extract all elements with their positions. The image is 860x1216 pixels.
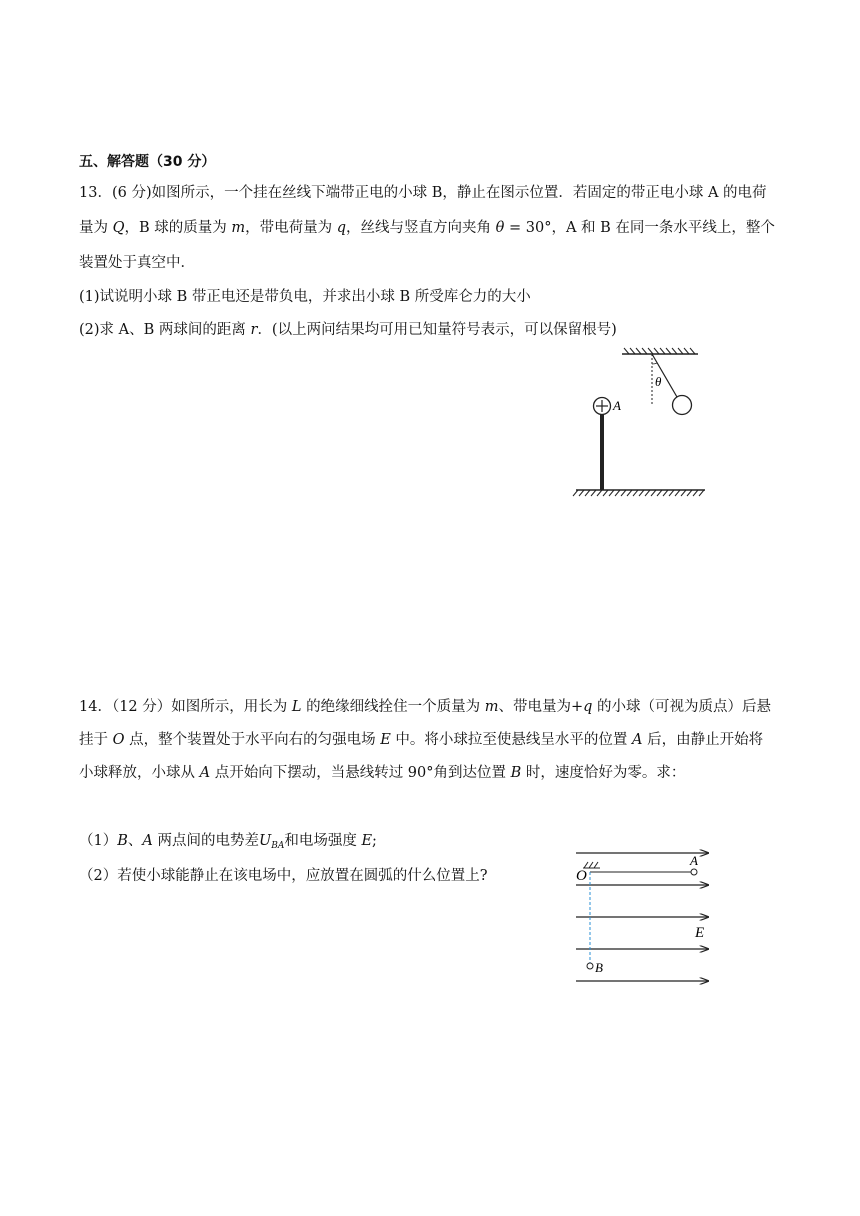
q14-text: 点，整个装置处于水平向右的匀强电场 xyxy=(124,732,381,748)
q14-text: 两点间的电势差 xyxy=(152,833,259,849)
q14-text: 点开始向下摆动，当悬线转过 90°角到达位置 xyxy=(210,765,511,781)
theta-label: θ xyxy=(655,374,662,389)
symbol-m: m xyxy=(231,220,246,236)
q13-text: (2)求 A、B 两球间的距离 xyxy=(79,322,251,338)
q14-text: 时，速度恰好为零。求： xyxy=(521,765,686,781)
q14-text: 挂于 xyxy=(79,732,113,748)
q14-text: 的绝缘细线拴住一个质量为 xyxy=(301,699,485,715)
subscript-BA: BA xyxy=(271,841,285,851)
label-A: A xyxy=(613,398,621,413)
q13-part-1: (1)试说明小球 B 带正电还是带负电，并求出小球 B 所受库仑力的大小 xyxy=(79,289,531,305)
q14-text: 和电场强度 xyxy=(284,833,362,849)
symbol-A: A xyxy=(632,732,643,748)
q13-text: ，B 球的质量为 xyxy=(124,220,232,236)
q14-text: 小球释放，小球从 xyxy=(79,765,200,781)
section-heading: 五、解答题（30 分） xyxy=(79,154,216,170)
q13-text: ，带电荷量为 xyxy=(245,220,337,236)
ball-B xyxy=(587,963,593,969)
q13-line-3: 装置处于真空中． xyxy=(79,255,195,271)
q13-text: ．(以上两问结果均可用已知量符号表示，可以保留根号) xyxy=(257,322,617,338)
symbol-O: O xyxy=(112,732,125,748)
q13-text: = 30°，A 和 B 在同一条水平线上，整个 xyxy=(504,220,775,236)
q14-part-2: （2）若使小球能静止在该电场中，应放置在圆弧的什么位置上? xyxy=(79,868,488,884)
label-E: E xyxy=(695,925,705,941)
symbol-E: E xyxy=(380,732,391,748)
symbol-A: A xyxy=(142,833,153,849)
q14-text: （1） xyxy=(79,833,118,849)
ball-A xyxy=(691,869,697,875)
symbol-q: q xyxy=(583,699,593,715)
symbol-L: L xyxy=(291,699,302,715)
symbol-m: m xyxy=(484,699,499,715)
q14-text: 、 xyxy=(127,833,143,849)
label-A: A xyxy=(690,853,698,868)
q13-text: 量为 xyxy=(79,220,113,236)
symbol-B: B xyxy=(117,833,128,849)
symbol-A: A xyxy=(199,765,211,781)
q14-text: ; xyxy=(372,833,377,849)
symbol-theta: θ xyxy=(495,220,505,236)
symbol-Q: Q xyxy=(112,220,125,236)
q14-text: 中。将小球拉至使悬线呈水平的位置 xyxy=(390,732,633,748)
q14-text: 的小球（可视为质点）后悬 xyxy=(592,699,772,715)
q13-text: ，丝线与竖直方向夹角 xyxy=(346,220,496,236)
q14-text: 14．（12 分）如图所示，用长为 xyxy=(79,699,292,715)
label-B: B xyxy=(595,960,603,975)
q13-text: 13．(6 分)如图所示，一个挂在丝线下端带正电的小球 B，静止在图示位置．若固定的带正电小球 A 的电荷 xyxy=(79,185,767,201)
symbol-E: E xyxy=(361,833,373,849)
symbol-q: q xyxy=(336,220,347,236)
q14-text: 后，由静止开始将 xyxy=(642,732,764,748)
symbol-B: B xyxy=(510,765,522,781)
symbol-r: r xyxy=(250,322,258,338)
symbol-U: U xyxy=(258,833,272,849)
q14-text: 、带电量为+ xyxy=(498,699,584,715)
label-O: O xyxy=(576,868,587,884)
